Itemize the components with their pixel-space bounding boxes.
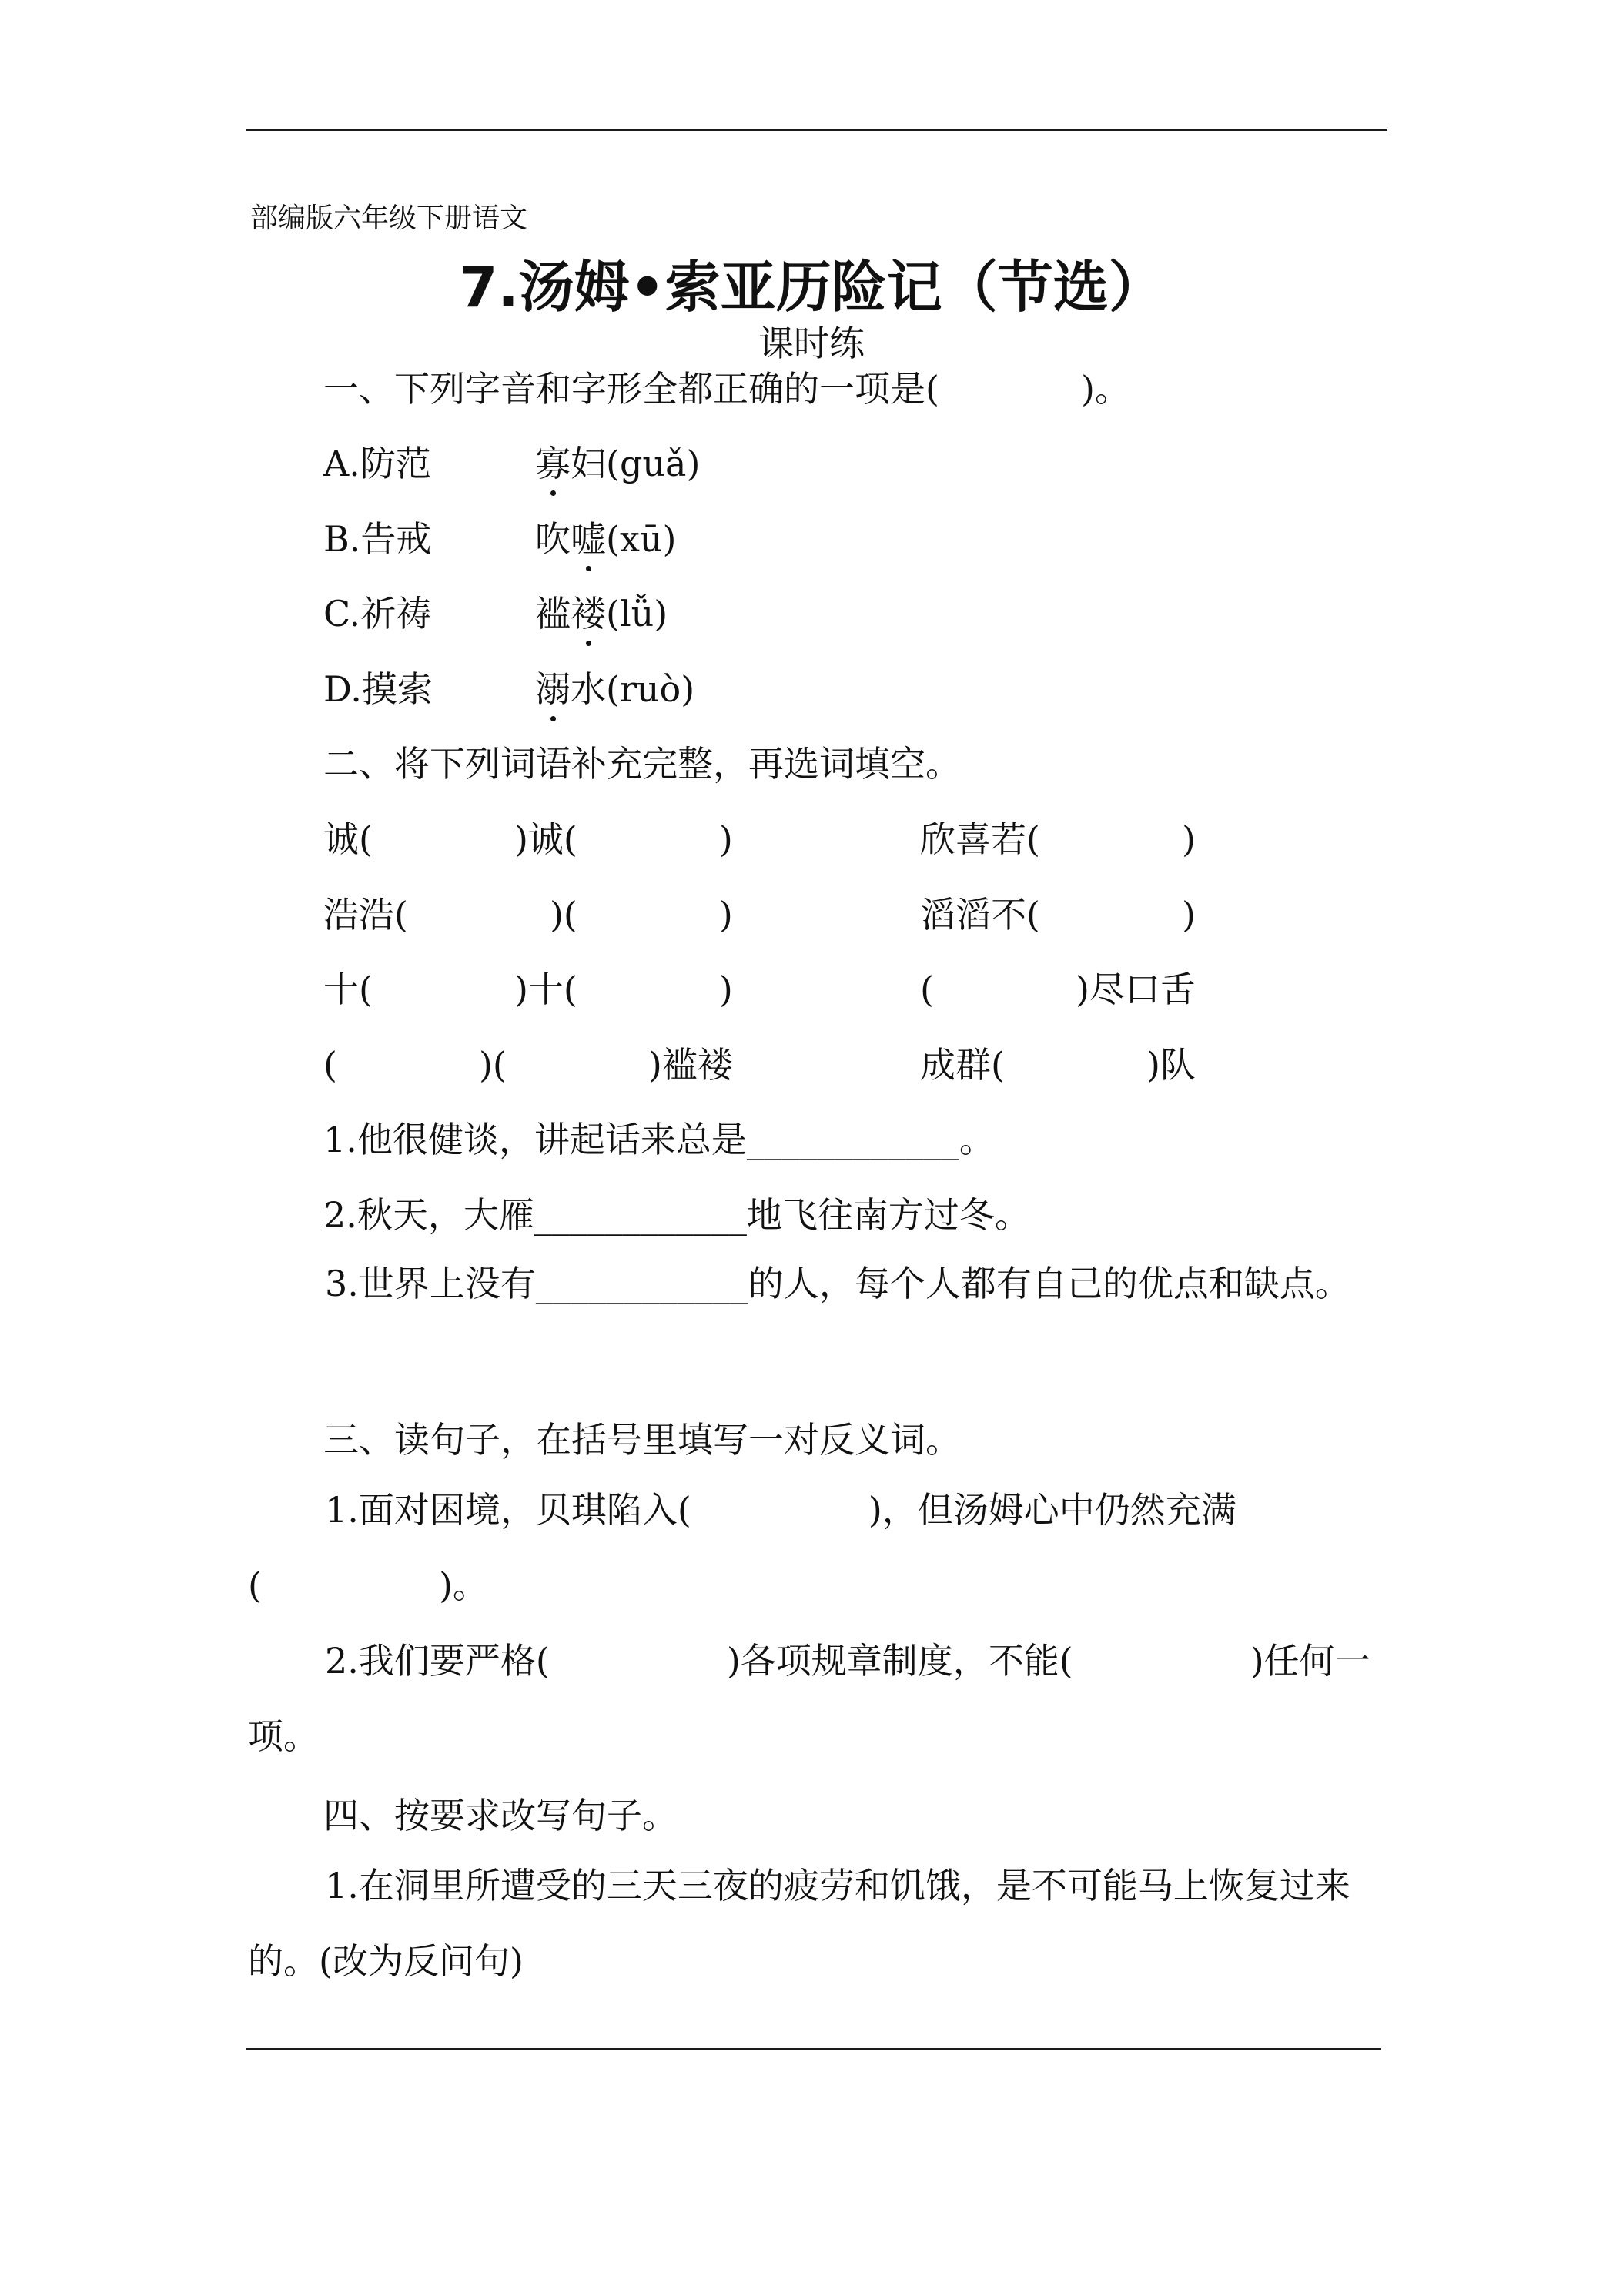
antonym-sentence-2: 2.我们要严格( )各项规章制度，不能( )任何一项。 <box>248 1640 1370 1757</box>
question-1-stem: 一、下列字音和字形全都正确的一项是( )。 <box>323 368 1130 410</box>
option-b-word: 吹嘘(xū) <box>535 516 676 562</box>
question-2-stem: 二、将下列词语补充完整，再选词填空。 <box>323 743 961 785</box>
option-b-label: B.告戒 <box>323 518 432 560</box>
idiom-item: 欣喜若( ) <box>920 818 1196 860</box>
rewrite-sentence-1: 1.在洞里所遭受的三天三夜的疲劳和饥饿，是不可能马上恢复过来的。(改为反问句) <box>248 1865 1350 1982</box>
antonym-sentence-1: 1.面对困境，贝琪陷入( )，但汤姆心中仍然充满( )。 <box>248 1489 1236 1606</box>
option-a-label: A.防范 <box>323 443 431 484</box>
idiom-item: 成群( )队 <box>920 1044 1196 1086</box>
option-a-word: 寡妇(guǎ) <box>535 440 700 487</box>
option-d-word: 溺水(ruò) <box>535 666 694 712</box>
question-3-stem: 三、读句子，在括号里填写一对反义词。 <box>323 1419 961 1461</box>
idiom-item: 诚( )诚( ) <box>323 818 733 860</box>
idiom-item: ( )尽口舌 <box>920 969 1196 1010</box>
idiom-item: 滔滔不( ) <box>920 894 1196 935</box>
fill-sentence-3: 3.世界上没有____________的人，每个人都有自己的优点和缺点。 <box>325 1263 1350 1304</box>
idiom-item: ( )( )褴褛 <box>323 1044 733 1086</box>
idiom-item: 浩浩( )( ) <box>323 894 733 935</box>
option-c-label: C.祈祷 <box>323 593 432 634</box>
footer-rule <box>246 2048 1381 2050</box>
fill-sentence-2: 2.秋天，大雁____________地飞往南方过冬。 <box>323 1194 1030 1236</box>
question-4-stem: 四、按要求改写句子。 <box>323 1795 678 1836</box>
idiom-item: 十( )十( ) <box>323 969 733 1010</box>
fill-sentence-1: 1.他很健谈，讲起话来总是____________。 <box>323 1119 995 1160</box>
page-subtitle: 课时练 <box>758 323 865 364</box>
header-rule <box>246 129 1387 131</box>
option-d-label: D.摸索 <box>323 668 433 710</box>
page-title: 7.汤姆•索亚历险记（节选） <box>459 255 1164 320</box>
option-c-word: 褴褛(lǚ) <box>535 591 668 637</box>
course-header: 部编版六年级下册语文 <box>250 202 528 234</box>
